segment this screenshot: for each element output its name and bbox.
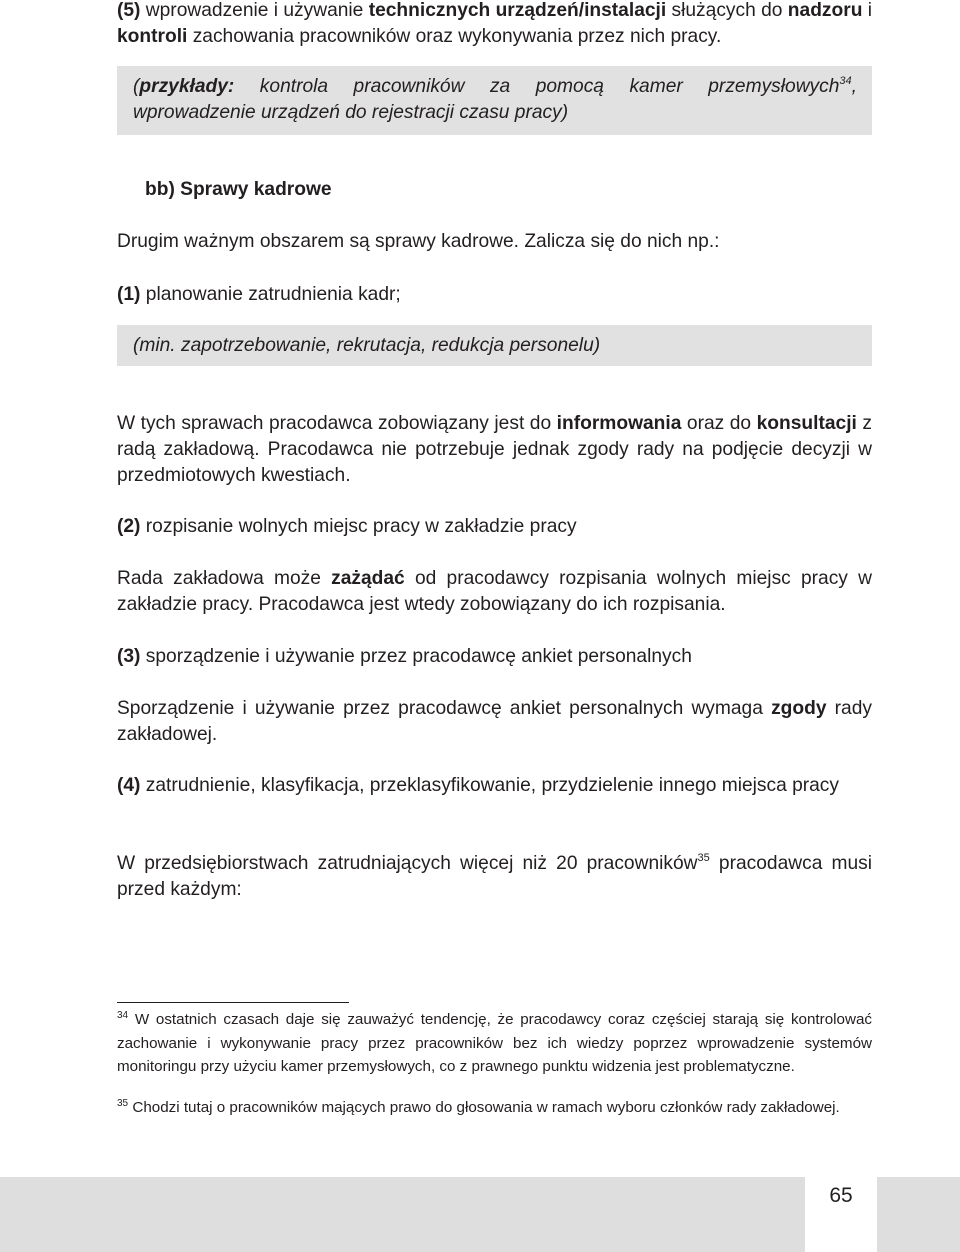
footnote-ref: 34 — [839, 75, 852, 87]
item-1-heading — [117, 282, 872, 308]
footnote-number: 35 — [117, 1098, 129, 1109]
item-2-body — [117, 566, 872, 618]
text: pracodawca musi przed każdym: — [117, 853, 873, 900]
example-text-line-1 — [133, 74, 857, 100]
text: W przedsiębiorstwach zatrudniających więcej niż 20 pracowników — [117, 853, 698, 874]
bold-text: zgody — [771, 698, 827, 719]
text: kontrola pracowników za pomocą kamer przemysłowych — [234, 76, 840, 97]
text: z radą zakładową. Pracodawca nie potrzebuje jednak zgody rady na podjęcie decyzji w przedmiotowych kwestiach. — [117, 413, 872, 486]
text: oraz do — [681, 413, 757, 434]
bold-text: nadzoru — [787, 0, 863, 21]
paragraph-item-5 — [117, 0, 872, 50]
text: rady zakładowej. — [117, 698, 872, 745]
section-heading: bb) Sprawy kadrowe — [145, 179, 332, 200]
item-number: (5) — [117, 0, 141, 21]
text: zatrudnienie, klasyfikacja, przeklasyfikowanie, przydzielenie innego miejsca pracy — [140, 775, 839, 796]
text: W tych sprawach pracodawca zobowiązany jest do — [117, 413, 557, 434]
text: zachowania pracowników oraz wykonywania przez nich pracy. — [187, 26, 722, 47]
text: rozpisanie wolnych miejsc pracy w zakładzie pracy — [140, 516, 577, 537]
bold-text: konsultacji — [756, 413, 857, 434]
item-4-body — [117, 851, 872, 903]
example-text-line-2: wprowadzenie urządzeń do rejestracji czasu pracy) — [133, 102, 569, 123]
text: sporządzenie i używanie przez pracodawcę ankiet personalnych — [140, 646, 692, 667]
item-3-body — [117, 696, 872, 748]
footnote-divider — [117, 1002, 349, 1003]
bold-text: technicznych urządzeń/instalacji — [368, 0, 667, 21]
section-intro: Drugim ważnym obszarem są sprawy kadrowe. Zalicza się do nich np.: — [117, 231, 720, 252]
footnote-ref: 35 — [697, 852, 710, 864]
footnote-number: 34 — [117, 1010, 129, 1021]
text: , — [851, 76, 857, 97]
item-4-heading — [117, 773, 872, 799]
item-2-heading — [117, 514, 872, 540]
item-number: (4) — [117, 775, 141, 796]
footnote-text: Chodzi tutaj o pracowników mających prawo do głosowania w ramach wyboru członków rady zakładowej. — [128, 1099, 840, 1116]
text: od pracodawcy rozpisania wolnych miejsc pracy w zakładzie pracy. Pracodawca jest wtedy zobowiązany do ich rozpisania. — [117, 568, 872, 615]
text: ( — [133, 76, 140, 97]
bold-text: zażądać — [331, 568, 405, 589]
footnote-34 — [117, 1008, 872, 1079]
text: Sporządzenie i używanie przez pracodawcę ankiet personalnych wymaga — [117, 698, 772, 719]
bold-text: przykłady: — [139, 76, 235, 97]
bold-text: kontroli — [117, 26, 188, 47]
text: planowanie zatrudnienia kadr; — [140, 284, 401, 305]
bold-text: informowania — [556, 413, 682, 434]
page-number: 65 — [829, 1184, 853, 1207]
item-1-body — [117, 411, 872, 489]
text: służących do — [666, 0, 788, 21]
item-number: (3) — [117, 646, 141, 667]
item-number: (1) — [117, 284, 141, 305]
item-3-heading — [117, 644, 872, 670]
text: wprowadzenie i używanie — [140, 0, 369, 21]
text: Rada zakładowa może — [117, 568, 332, 589]
item-number: (2) — [117, 516, 141, 537]
footnote-text: W ostatnich czasach daje się zauważyć tendencję, że pracodawcy coraz częściej starają się kontrolować zachowanie i wykonywanie pracy przez pracowników bez ich wiedzy poprzez wprowadzenie systemów monitoringu przy użyciu kamer przemysłowych, co z prawnego punktu widzenia jest problematyczne. — [117, 1011, 872, 1075]
text: i — [862, 0, 873, 21]
footnote-35 — [117, 1096, 872, 1120]
example-text: (min. zapotrzebowanie, rekrutacja, redukcja personelu) — [133, 335, 601, 356]
